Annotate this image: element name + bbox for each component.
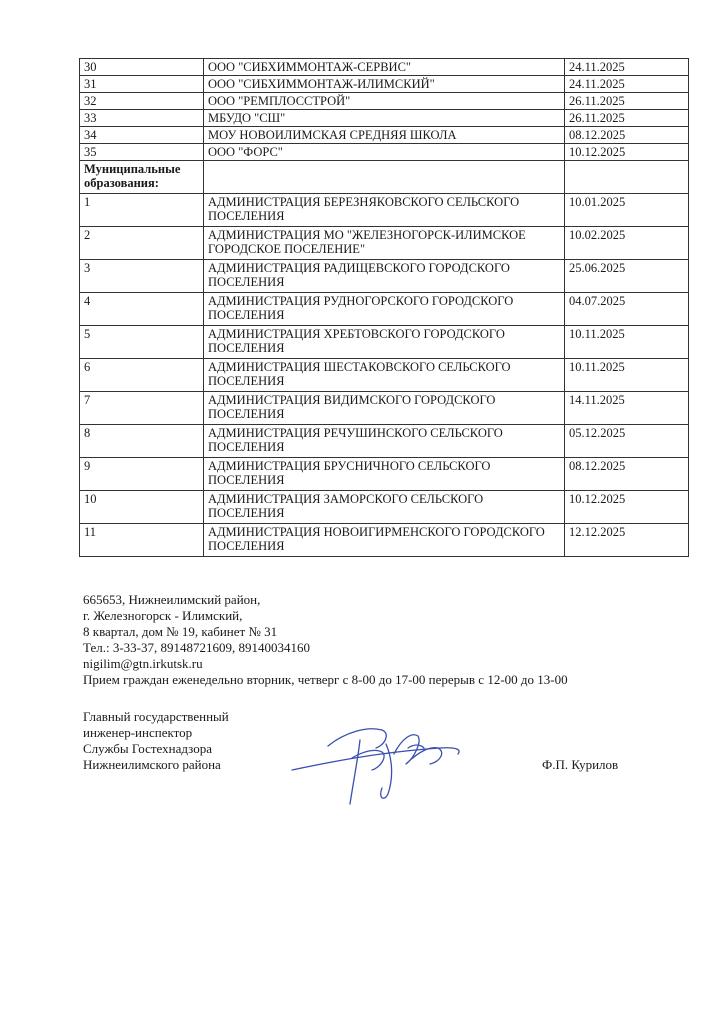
inspection-date: 08.12.2025	[565, 458, 689, 491]
row-number: 5	[80, 326, 204, 359]
position-line: Нижнеилимского района	[83, 757, 221, 772]
address-line: г. Железногорск - Илимский,	[83, 608, 243, 623]
email-line: nigilim@gtn.irkutsk.ru	[83, 656, 203, 671]
organization-name: АДМИНИСТРАЦИЯ ЗАМОРСКОГО СЕЛЬСКОГО ПОСЕЛЕНИЯ	[204, 491, 565, 524]
inspection-date: 12.12.2025	[565, 524, 689, 557]
row-number: 4	[80, 293, 204, 326]
inspection-date: 10.02.2025	[565, 227, 689, 260]
inspection-date: 10.01.2025	[565, 194, 689, 227]
organization-name: ООО "РЕМПЛОССТРОЙ"	[204, 93, 565, 110]
inspection-date: 26.11.2025	[565, 93, 689, 110]
organization-name: АДМИНИСТРАЦИЯ НОВОИГИРМЕНСКОГО ГОРОДСКОГО ПОСЕЛЕНИЯ	[204, 524, 565, 557]
inspection-date: 10.11.2025	[565, 326, 689, 359]
table-row	[80, 76, 689, 93]
row-number: 11	[80, 524, 204, 557]
table-row	[80, 144, 689, 161]
address-line: 665653, Нижнеилимский район,	[83, 592, 261, 607]
inspection-date: 10.12.2025	[565, 491, 689, 524]
inspection-date: 10.11.2025	[565, 359, 689, 392]
table-row	[80, 293, 689, 326]
table-row	[80, 93, 689, 110]
address-line: 8 квартал, дом № 19, кабинет № 31	[83, 624, 278, 639]
organization-name: МБУДО "СШ"	[204, 110, 565, 127]
table-row	[80, 425, 689, 458]
position-line: Службы Гостехнадзора	[83, 741, 212, 756]
row-number: 33	[80, 110, 204, 127]
organization-name: ООО "СИБХИММОНТАЖ-СЕРВИС"	[204, 59, 565, 76]
table-row	[80, 326, 689, 359]
row-number: 9	[80, 458, 204, 491]
table-row	[80, 359, 689, 392]
row-number: 35	[80, 144, 204, 161]
organization-name: АДМИНИСТРАЦИЯ РУДНОГОРСКОГО ГОРОДСКОГО ПОСЕЛЕНИЯ	[204, 293, 565, 326]
row-number: 34	[80, 127, 204, 144]
table-row	[80, 458, 689, 491]
organizations-body	[80, 59, 689, 161]
row-number: 3	[80, 260, 204, 293]
organization-name: АДМИНИСТРАЦИЯ ХРЕБТОВСКОГО ГОРОДСКОГО ПОСЕЛЕНИЯ	[204, 326, 565, 359]
position-line: Главный государственный	[83, 709, 229, 724]
table-row	[80, 110, 689, 127]
table-row	[80, 127, 689, 144]
row-number: 6	[80, 359, 204, 392]
row-number: 1	[80, 194, 204, 227]
organization-name: АДМИНИСТРАЦИЯ РЕЧУШИНСКОГО СЕЛЬСКОГО ПОСЕЛЕНИЯ	[204, 425, 565, 458]
inspection-date: 10.12.2025	[565, 144, 689, 161]
inspection-date: 14.11.2025	[565, 392, 689, 425]
row-number: 31	[80, 76, 204, 93]
section-title: Муниципальные образования:	[80, 161, 204, 194]
section-header-body	[80, 161, 689, 194]
empty-cell	[204, 161, 565, 194]
row-number: 2	[80, 227, 204, 260]
signer-name: Ф.П. Курилов	[542, 757, 619, 772]
inspection-date: 05.12.2025	[565, 425, 689, 458]
empty-cell	[565, 161, 689, 194]
organization-name: ООО "СИБХИММОНТАЖ-ИЛИМСКИЙ"	[204, 76, 565, 93]
registry-table	[79, 58, 689, 557]
section-row	[80, 161, 689, 194]
organization-name: ООО "ФОРС"	[204, 144, 565, 161]
row-number: 7	[80, 392, 204, 425]
contact-block	[83, 592, 568, 688]
inspection-date: 24.11.2025	[565, 59, 689, 76]
handwritten-signature	[290, 718, 470, 810]
organization-name: АДМИНИСТРАЦИЯ ВИДИМСКОГО ГОРОДСКОГО ПОСЕЛЕНИЯ	[204, 392, 565, 425]
table-row	[80, 524, 689, 557]
organization-name: АДМИНИСТРАЦИЯ МО "ЖЕЛЕЗНОГОРСК-ИЛИМСКОЕ ГОРОДСКОЕ ПОСЕЛЕНИЕ"	[204, 227, 565, 260]
inspection-date: 04.07.2025	[565, 293, 689, 326]
reception-hours: Прием граждан еженедельно вторник, четверг с 8-00 до 17-00 перерыв с 12-00 до 13-00	[83, 672, 568, 687]
signatory-position	[83, 709, 229, 773]
row-number: 10	[80, 491, 204, 524]
row-number: 32	[80, 93, 204, 110]
table-row	[80, 491, 689, 524]
inspection-date: 25.06.2025	[565, 260, 689, 293]
position-line: инженер-инспектор	[83, 725, 193, 740]
organization-name: МОУ НОВОИЛИМСКАЯ СРЕДНЯЯ ШКОЛА	[204, 127, 565, 144]
table-row	[80, 227, 689, 260]
inspection-date: 08.12.2025	[565, 127, 689, 144]
organization-name: АДМИНИСТРАЦИЯ БРУСНИЧНОГО СЕЛЬСКОГО ПОСЕЛЕНИЯ	[204, 458, 565, 491]
row-number: 8	[80, 425, 204, 458]
municipalities-body	[80, 194, 689, 557]
row-number: 30	[80, 59, 204, 76]
table-row	[80, 59, 689, 76]
organization-name: АДМИНИСТРАЦИЯ БЕРЕЗНЯКОВСКОГО СЕЛЬСКОГО ПОСЕЛЕНИЯ	[204, 194, 565, 227]
table-row	[80, 260, 689, 293]
table-row	[80, 194, 689, 227]
table-row	[80, 392, 689, 425]
organization-name: АДМИНИСТРАЦИЯ ШЕСТАКОВСКОГО СЕЛЬСКОГО ПОСЕЛЕНИЯ	[204, 359, 565, 392]
inspection-date: 26.11.2025	[565, 110, 689, 127]
phone-line: Тел.: 3-33-37, 89148721609, 89140034160	[83, 640, 310, 655]
inspection-date: 24.11.2025	[565, 76, 689, 93]
organization-name: АДМИНИСТРАЦИЯ РАДИЩЕВСКОГО ГОРОДСКОГО ПОСЕЛЕНИЯ	[204, 260, 565, 293]
